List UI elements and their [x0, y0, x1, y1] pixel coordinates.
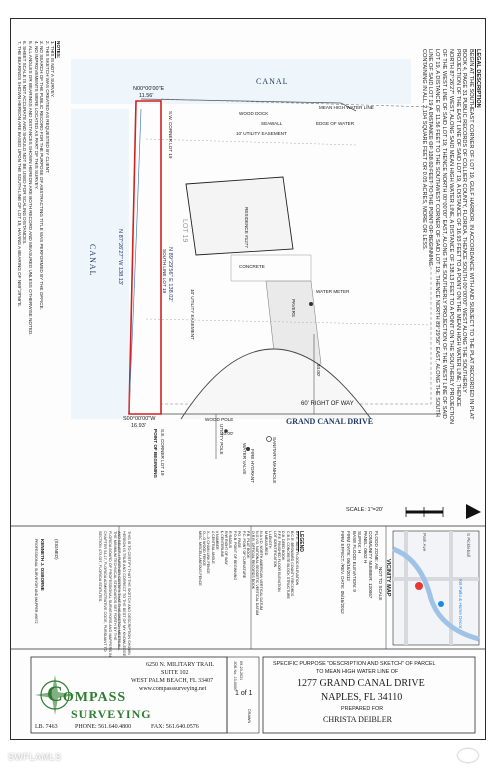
street-label: GRAND CANAL DRIVE	[286, 417, 374, 426]
legal-line: OF THE WEST LINE OF SAID LOT 19; THENCE NORTH 00°00'00" EAST, ALONG THE SOUTHERLY PROJECTION OF THE WEST LINE OF SAID	[441, 49, 448, 419]
bearing-lot-label: N 89°29'56" E 138.02'	[167, 247, 173, 302]
company-website: www.compasssurveying.net	[139, 686, 207, 692]
legend-line: F.F.E. FINISHED FLOOR ELEVATION	[276, 531, 281, 592]
flood-line: SUFFIX: H	[357, 531, 363, 554]
note-line: 5. ALL ANGLES OR BEARINGS AND DISTANCES SHOWN HEREON ARE BOTH RECORD AND MEASURED UNLESS OTHERWISE NOTED.	[28, 41, 34, 336]
company-name	[47, 681, 126, 707]
legend-line: ℄ CENTERLINE	[219, 531, 224, 558]
flood-line: COMMUNITY NUMBER: 120067	[368, 531, 374, 599]
wood-pole-label: WOOD POLE	[205, 417, 234, 422]
legal-line: NORTH 87°26'27" WEST, ALONG SAID MEAN HIGH WATER LINE, A DISTANCE OF 138.13 FEET TO A POINT ON THE SOUTHERLY PROJECTION	[447, 49, 454, 424]
legend-line: R RADIUS	[228, 531, 233, 549]
legend-line: X---X CHAIN LINK FENCE	[206, 531, 211, 574]
pavers-label: PAVERS	[291, 299, 296, 317]
vicinity-road-2: S Pickleball	[466, 533, 471, 557]
mls-watermark-logo	[458, 749, 478, 762]
title-purpose: SPECIFIC PURPOSE "DESCRIPTION AND SKETCH" OF PARCEL	[273, 661, 436, 667]
legend-line: D.B. DEED BOOK	[281, 531, 286, 561]
note-line: 2. THIS SKETCH WAS CREATED AS REQUESTED BY CLIENT.	[44, 41, 50, 174]
cert-line: THIS IS TO CERTIFY THAT THE SKETCH AND DESCRIPTION SHOWN	[127, 531, 131, 655]
title-prepared: PREPARED FOR	[341, 706, 384, 712]
flood-line: FIRM EFFECT. /REV. DATE: 05/16/2012	[340, 531, 346, 614]
legend-line: P.C. POINT OF CURVATURE	[241, 531, 246, 579]
wood-dock-label: WOOD DOCK	[239, 111, 269, 116]
vicinity-place: KB Patio & Home Decor	[458, 579, 463, 629]
note-line: 3. NO SEARCH OF THE PUBLIC RECORD FOR THE PURPOSE OF ABSTRACTING TITLE WAS PERFORMED BY THE OFFICE.	[39, 41, 45, 310]
seawall-label: SEAWALL	[261, 121, 283, 126]
legend-line: LOT IDENTIFICATION	[272, 531, 277, 568]
legal-line: CONTAINING IN ALL, 2,104 SQUARE FEET OR 0.05 ACRES, MORE OR LESS.	[420, 49, 427, 251]
legend-line: N.A.V.D. NORTH AMERICAN VERTICAL DATUM	[259, 531, 264, 611]
company-surveying: SURVEYING	[71, 707, 152, 721]
canal-top-water	[71, 59, 411, 104]
cert-line: AND BELIEF. I FURTHER CERTIFY THAT THIS SKETCH MEETS ALL	[117, 531, 122, 651]
vicinity-subtitle: NOT TO SCALE	[378, 567, 383, 601]
vicinity-pin	[415, 582, 423, 590]
company-address-3: WEST PALM BEACH, FL 33407	[131, 678, 213, 684]
company-address-1: 6250 N. MILITARY TRAIL	[146, 662, 215, 668]
sheet-job: JOB No. 13-0000	[233, 661, 237, 691]
flood-line: FIRM DATE: 05/16/2012	[346, 531, 352, 581]
distance-bottom-label: 16.93'	[131, 423, 146, 429]
title-city: NAPLES, FL 34110	[321, 692, 403, 703]
utility-easement-2-label: 10' UTILITY EASEMENT	[190, 289, 195, 340]
concrete-label: CONCRETE	[239, 264, 265, 269]
company-phone: PHONE: 561.640.4800	[75, 724, 132, 730]
lot-label: LOT 19	[181, 219, 188, 243]
legend-line: P.B. PLAT BOOK	[246, 531, 251, 559]
vicinity-pin-place	[438, 601, 444, 607]
company-fax: FAX: 561.640.0576	[151, 724, 199, 730]
water-meter-label: WATER METER	[316, 289, 350, 294]
canal-top-label: CANAL	[256, 77, 289, 86]
water-valve-label: WATER VALVE	[242, 443, 247, 475]
bearing-bottom-label: S00°00'00"W	[123, 416, 156, 422]
legend-line: N.G.V.D. NATIONAL GEODETIC VERTICAL DATUM	[254, 531, 259, 616]
sheet-date: 09-23-2021	[239, 661, 243, 681]
legend-line: Δ CENTRAL ANGLE	[210, 531, 215, 564]
flood-info	[340, 531, 379, 651]
notes-title: NOTES:	[56, 41, 61, 59]
water-meter-marker	[309, 302, 313, 306]
title-client: CHRISTA DEIBLER	[323, 715, 392, 724]
right-of-way-label: 60' RIGHT OF WAY	[301, 401, 354, 407]
sheet-number: 1 of 1	[235, 690, 253, 697]
signed-label: (SIGNED)	[54, 539, 59, 560]
cert-line: CHAPTER 5J-17, FLORIDA ADMINISTRATIVE CODE, PURSUANT TO	[103, 531, 108, 652]
cul-de-sac	[181, 349, 371, 419]
legend-line: M MEASURED	[263, 531, 268, 556]
certification	[97, 531, 131, 657]
cert-line: HEREON IS TRUE AND CORRECT TO THE BEST OF MY KNOWLEDGE	[122, 531, 127, 657]
sanitary-label: SANITARY MANHOLE	[272, 437, 277, 484]
title-address: 1277 GRAND CANAL DRIVE	[297, 678, 425, 689]
title-purpose-2: TO MEAN HIGH WATER LINE OF	[316, 669, 399, 675]
flood-line: BASE FLOOD ELEVATION: 9	[351, 531, 357, 592]
note-line: 4. NO IMPROVEMENTS WERE LOCATED AS PART OF THIS SURVEY.	[33, 41, 39, 190]
surveyor-title: PROFESSIONAL SURVEYOR AND MAPPER #6672	[34, 539, 38, 624]
legal-title: LEGAL DESCRIPTION	[475, 49, 481, 108]
utility-easement-line	[146, 139, 356, 145]
sheet-drawn: DRAWN	[247, 709, 251, 724]
legal-line: LINE OF SAID LOT 19 A DISTANCE OF 138.02 FEET TO THE POINT OF BEGINNING.	[427, 49, 434, 268]
legal-line: PROJECTION OF THE EAST LINE OF SAID LOT 19, A DISTANCE OF 16.93 FEET TO A POINT ON THE MEAN HIGH WATER LINE; THENCE	[454, 49, 461, 407]
bearing-top-label: N00°00'00"E	[133, 86, 165, 92]
mhwl-label: MEAN HIGH WATER LINE	[319, 105, 374, 110]
company-address-2: SUITE 102	[161, 670, 189, 676]
legend-line: PG. PAGE	[237, 531, 242, 548]
vicinity-title: VICINITY MAP	[385, 559, 391, 597]
dimension-40-label: 40.00'	[316, 364, 321, 377]
legend-line: MISC. MISCELLANEOUS FENCE	[197, 531, 202, 586]
pob-label: POINT OF BEGINNING	[153, 429, 158, 479]
parcel-outline	[129, 101, 161, 414]
survey-sheet	[10, 18, 486, 740]
edge-water-label: EDGE OF WATER	[316, 121, 355, 126]
se-corner-label: S.E. CORNER LOT 19	[160, 429, 165, 476]
surveyor-name: KENNETH J. OSBORNE	[40, 539, 45, 591]
vicinity-road-1: Park Ave	[422, 533, 427, 552]
sw-corner-label: S.W. CORNER LOT 19	[168, 111, 173, 159]
company-initial: C	[47, 681, 63, 706]
legend-line: R/W RIGHT OF WAY	[224, 531, 229, 565]
legend-line: # NUMBER	[215, 531, 220, 550]
cert-line: SECTION 472.027, FLORIDA STATUTES.	[98, 531, 103, 603]
legend-line: O.R.B. OFFICIAL RECORDS BOOK	[250, 531, 255, 590]
legend-line: B.F.E. BASE FLOOD ELEVATION	[294, 531, 299, 586]
flood-line: PANEL: 0602 H	[362, 531, 368, 564]
dimension-40b-label: 40.00'	[221, 431, 234, 436]
legend-line: P.O.B. POINT OF BEGINNING	[232, 531, 237, 581]
note-line: 1. THIS IS NOT A SURVEY.	[50, 41, 56, 98]
legend-line: L LENGTH	[268, 531, 273, 549]
cert-line: FLORIDA BOARD OF PROFESSIONAL SURVEYORS AND MAPPERS IN	[107, 531, 112, 657]
legal-line: BOOK 4, PAGE 31 PUBLIC RECORDS OF COLLIER COUNTY, FLORIDA. THENCE SOUTH 00°00'00" WEST ALONG THE SOUTHERLY	[461, 49, 468, 393]
note-line: 7. THE BEARINGS SHOWN HEREON ARE BASED UPON THE SOUTH LINE OF LOT 19, HAVING A BEARING OF N89°29'56"E.	[16, 41, 22, 308]
cert-line: THE MINIMUM TECHNICAL STANDARDS SET FORTH BY THE	[112, 531, 117, 641]
legal-line: LOT 19, A DISTANCE OF 11.56 FEET TO THE SOUTHWEST CORNER OF SAID LOT 19; THENCE NORTH 89°29'56" EAST, ALONG THE SOUTH	[434, 49, 441, 417]
legend-line: B.C.R. BROWARD COUNTY RECORDS	[290, 531, 295, 597]
legend	[197, 531, 303, 651]
utility-pole-label: UTILITY POLE	[219, 424, 224, 455]
utility-easement-label: 10' UTILITY EASEMENT	[236, 131, 287, 136]
hydrant-label: FIRE HYDRANT	[250, 449, 255, 483]
bearing-mhw-label: N 87°26'27" W 138.13'	[117, 229, 123, 286]
residence-label: RESIDENCE #1277	[244, 207, 249, 248]
legend-line: O---O WOOD FENCE	[202, 531, 207, 566]
company-word: OMPASS	[62, 690, 127, 705]
legend-line: C.B.S. CONCRETE BLOCK STRUCTURE	[285, 531, 290, 599]
legend-title: LEGEND	[298, 531, 304, 552]
mls-watermark: SWFLAMLS	[8, 752, 62, 762]
south-line-label: SOUTH LINE LOT 19	[162, 249, 167, 294]
legal-line: BEGIN AT THE SOUTHEAST CORNER OF LOT 19, GULF HARBOR, IN ACCORDANCE WITH AND SUBJECT TO THE PLAT RECORDED IN PLAT	[468, 49, 475, 420]
note-line: 6. SHEET SCALE IS NOT ACCURATE AND SHOULD NOT BE USED FOR SCALING DISTANCES.	[22, 41, 28, 245]
north-arrow	[466, 504, 481, 519]
scale-label: SCALE: 1"=20'	[346, 507, 384, 513]
company-license: LB. 7463	[35, 724, 58, 730]
canal-left-label: CANAL	[88, 244, 97, 277]
flood-line: FLOOD ZONE: AE	[374, 531, 379, 570]
residence-outline	[186, 177, 293, 255]
distance-top-label: 11.56'	[139, 93, 154, 99]
